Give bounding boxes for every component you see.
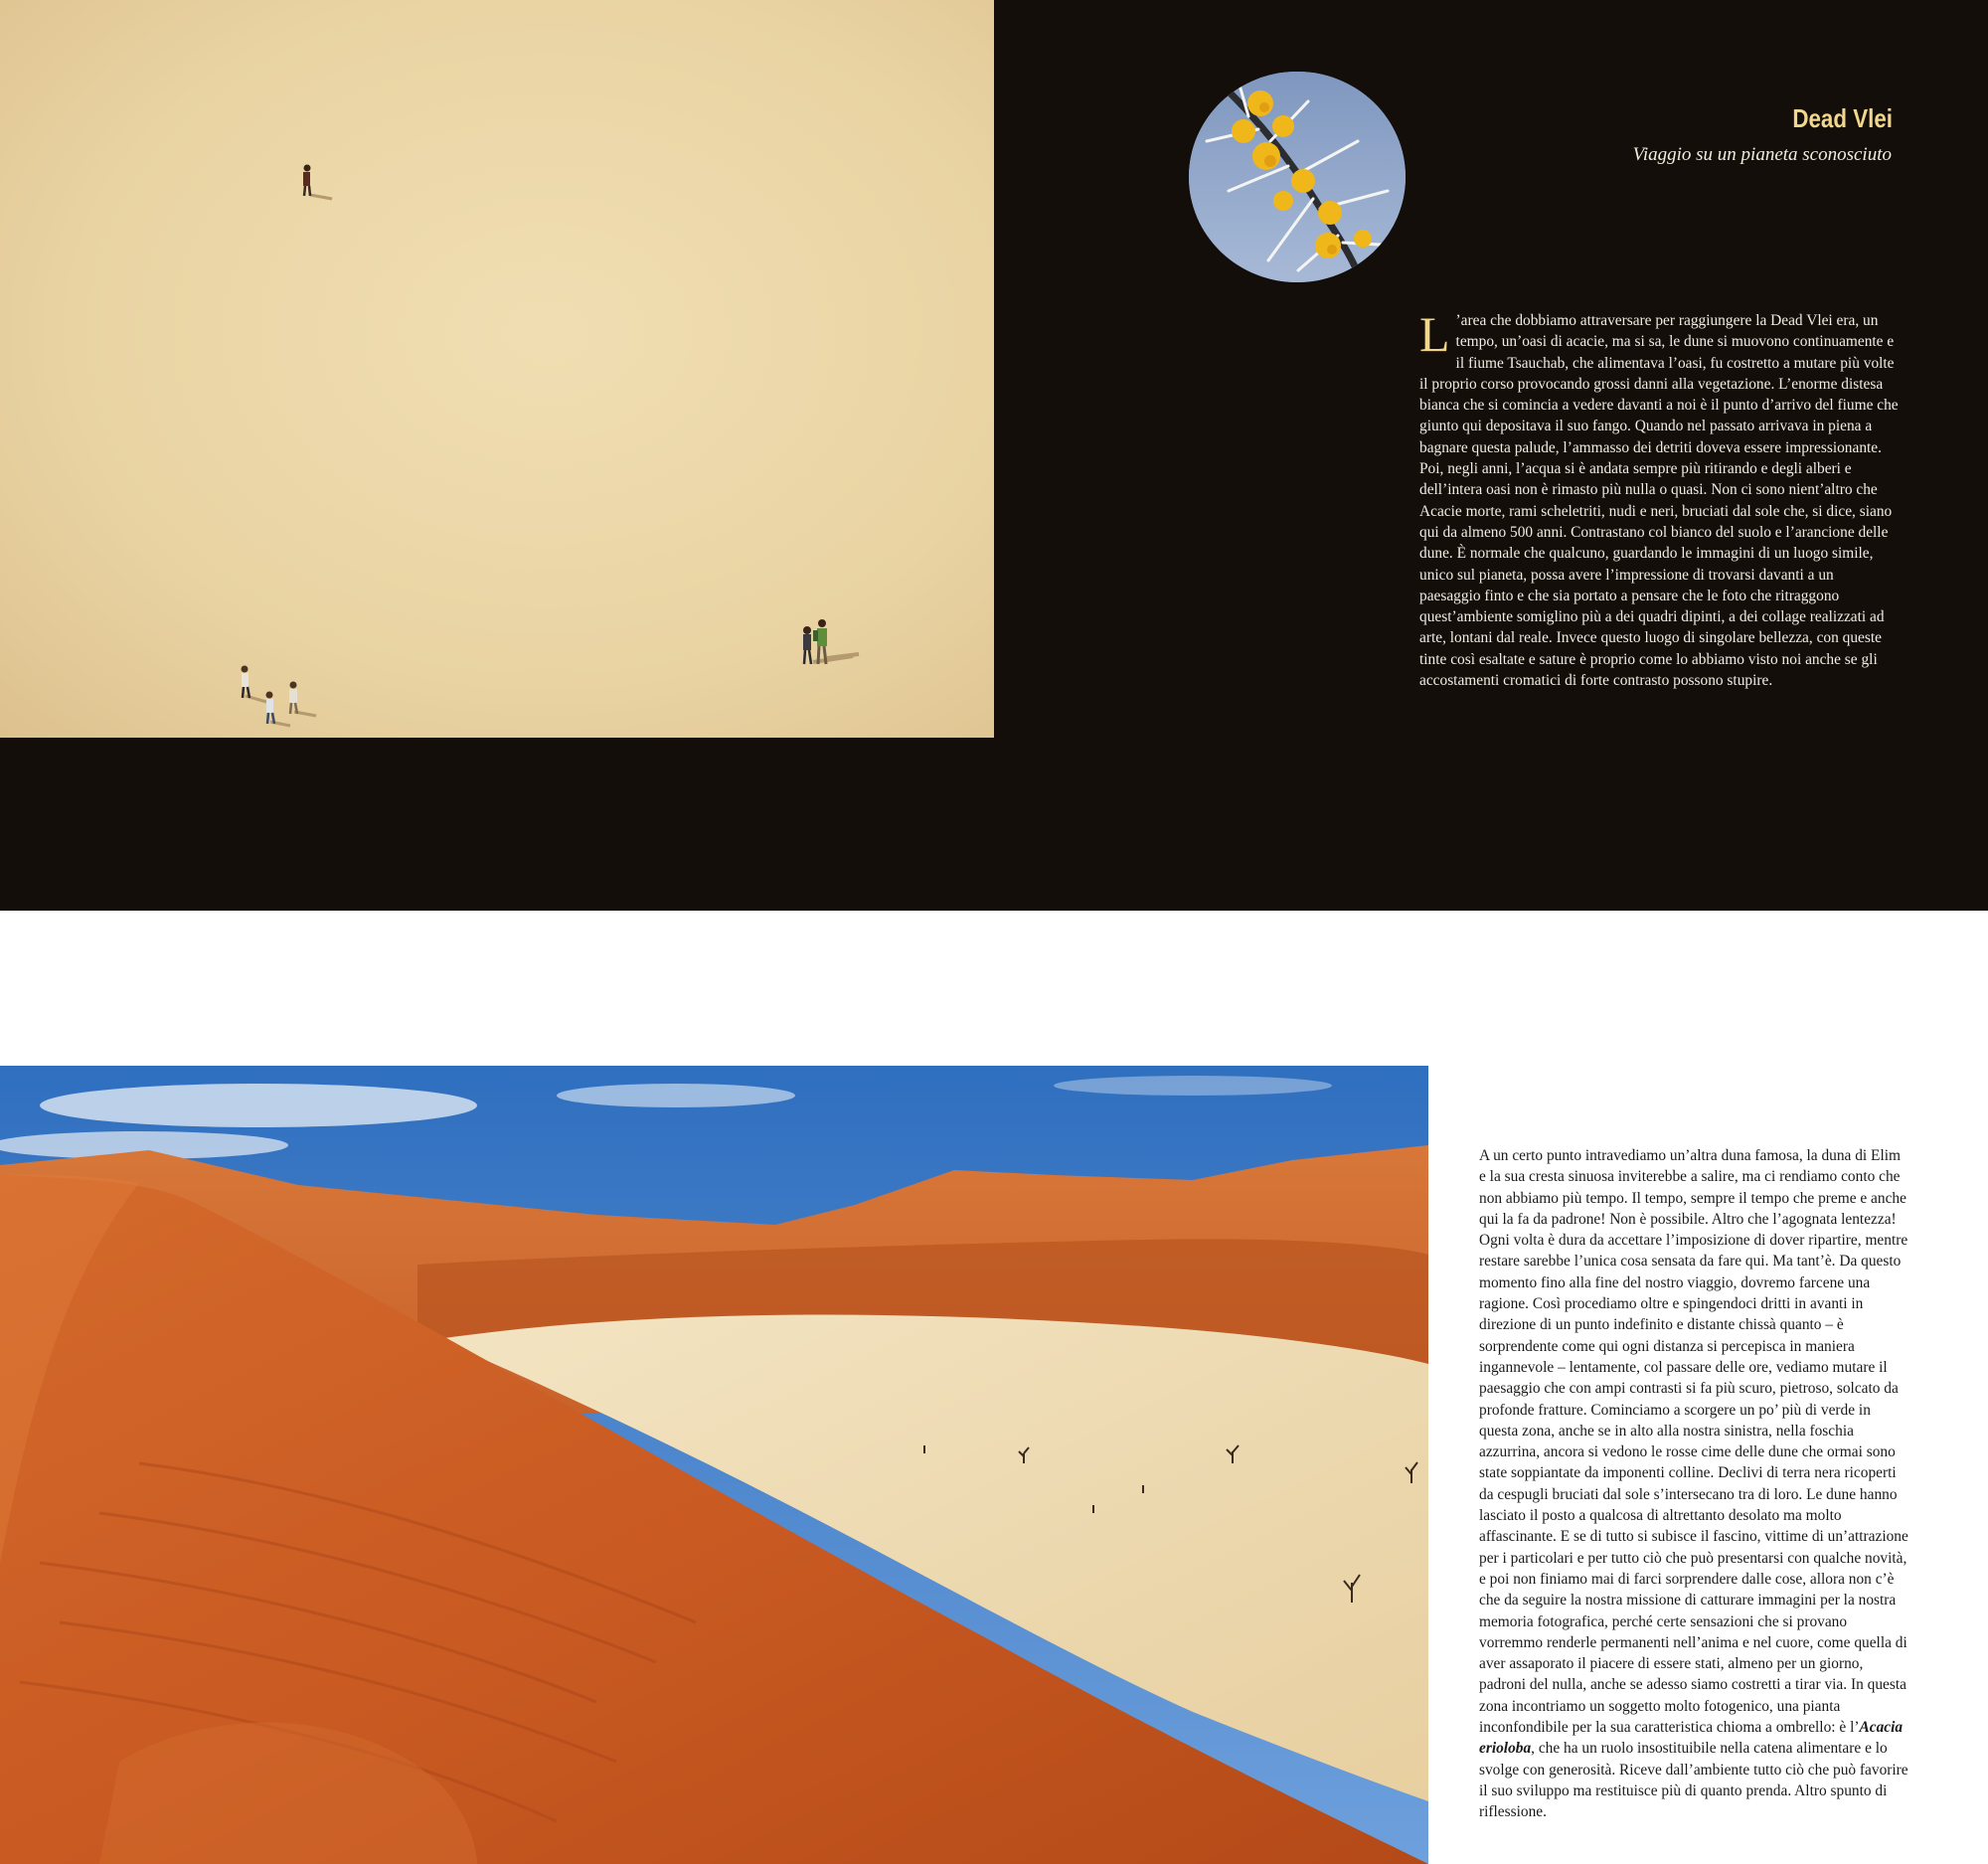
drop-cap: L (1419, 306, 1450, 362)
species-name: Acacia erioloba (1479, 1719, 1904, 1758)
paragraph-1-text: ’area che dobbiamo attraversare per raggiungere la Dead Vlei era, un tempo, un’oasi di acacie, ma si sa, le dune si muovono continuamente e il fiume Tsauchab, che alimentava l’oasi, fu costretto a mutare più volte il proprio corso provocando grossi danni alla vegetazione. L’enorme distesa bianca che si comincia a vedere davanti a noi è il punto d’arrivo del fiume che giunto qui depositava il suo fango. Quando nel passato arrivava in piena a bagnare questa palude, l’ammasso dei detriti doveva essere impressionante. Poi, negli anni, l’acqua si è andata sempre più ritirando e degli alberi e dell’intera oasi non è rimasto più nulla o quasi. Non ci sono nient’altro che Acacie morte, rami scheletriti, nudi e neri, bruciati dal sole che, si dice, siano qui da almeno 500 anni. Contrastano col bianco del suolo e l’arancione delle dune. È normale che qualcuno, guardando le immagini di un luogo simile, unico sul pianeta, possa avere l’impressione di trovarsi davanti a un paesaggio finto e che sia portato a pensare che le foto che ritraggono quest’ambiente somiglino più a dei quadri dipinti, a dei collage realizzati ad arte, lontani dal reale. Invece questo luogo di singolare bellezza, con queste tinte così esaltate e sature è proprio come lo abbiamo visto noi anche se gli accostamenti cromatici di forte contrasto possono stupire. (1419, 312, 1899, 690)
dark-page-spread (0, 0, 1988, 911)
article-title: Dead Vlei (1792, 103, 1893, 133)
paragraph-2-text: A un certo punto intravediamo un’altra duna famosa, la duna di Elim e la sua cresta sinuosa inviterebbe a salire, ma ci rendiamo conto che non abbiamo più tempo. Il tempo, sempre il tempo che preme e anche qui la fa da padrone! Non è possibile. Altro che l’agognata lentezza! Ogni volta è dura da accettare l’imposizione di dover ripartire, mentre restare sarebbe l’unica cosa sensata da fare qui. Ma tant’è. Da questo momento fino alla fine del nostro viaggio, dovremo farcene una ragione. Così procediamo oltre e spingendoci dritti in avanti in direzione di un punto indefinito e distante chissà quanto – è sorprendente come qui ogni distanza si percepisca in maniera ingannevole – lentamente, col passare delle ore, vediamo mutare il paesaggio che con ampi contrasti si fa più scuro, pietroso, solcato da profonde fratture. Cominciamo a scorgere un po’ più di verde in questa zona, anche se in alto alla nostra sinistra, nella foschia azzurrina, ancora si vedono le rosse cime delle dune che ormai sono state soppiantate da imponenti colline. Declivi di terra nera ricoperti da cespugli bruciati dal sole s’intersecano tra di loro. Le dune hanno lasciato il posto a qualcosa di altrettanto desolato ma molto affascinante. E se di tutto si subisce il fascino, vittime di un’attrazione per i particolari e per tutto ciò che può presentarsi con qualche novità, e poi non finiamo mai di farci sorprendere dalle cose, allora non c’è che da seguire la nostra missione di catturare immagini per la nostra memoria fotografica, perché certe sensazioni che si provano vorremmo renderle permanenti nell’anima e nel cuore, come quella di aver assaporato il piacere di essere stati, almeno per un giorno, padroni del nulla, anche se adesso siamo costretti a tirar via. In questa zona incontriamo un soggetto molto fotogenico, una pianta inconfondibile per la sua caratteristica chioma a ombrello: è l’ (1479, 1147, 1908, 1737)
dead-vlei-dunes-photo (0, 1066, 1428, 1864)
article-subtitle: Viaggio su un pianeta sconosciuto (1632, 144, 1892, 165)
paragraph-2-ending: , che ha un ruolo insostituibile nella catena alimentare e lo svolge con generosità. Riceve dall’ambiente tutto ciò che può favorire il suo sviluppo ma restituisce più di quanto prenda. Altro spunto di riflessione. (1479, 1740, 1908, 1821)
dunes-landscape-illustration (0, 1066, 1428, 1864)
acacia-flower-illustration (1189, 72, 1406, 282)
article-paragraph-1 (1419, 306, 1899, 691)
sand-plain-photo (0, 0, 994, 738)
sand-walkers-illustration (0, 0, 994, 738)
article-paragraph-2 (1479, 1145, 1908, 1823)
acacia-flower-photo (1189, 72, 1406, 282)
